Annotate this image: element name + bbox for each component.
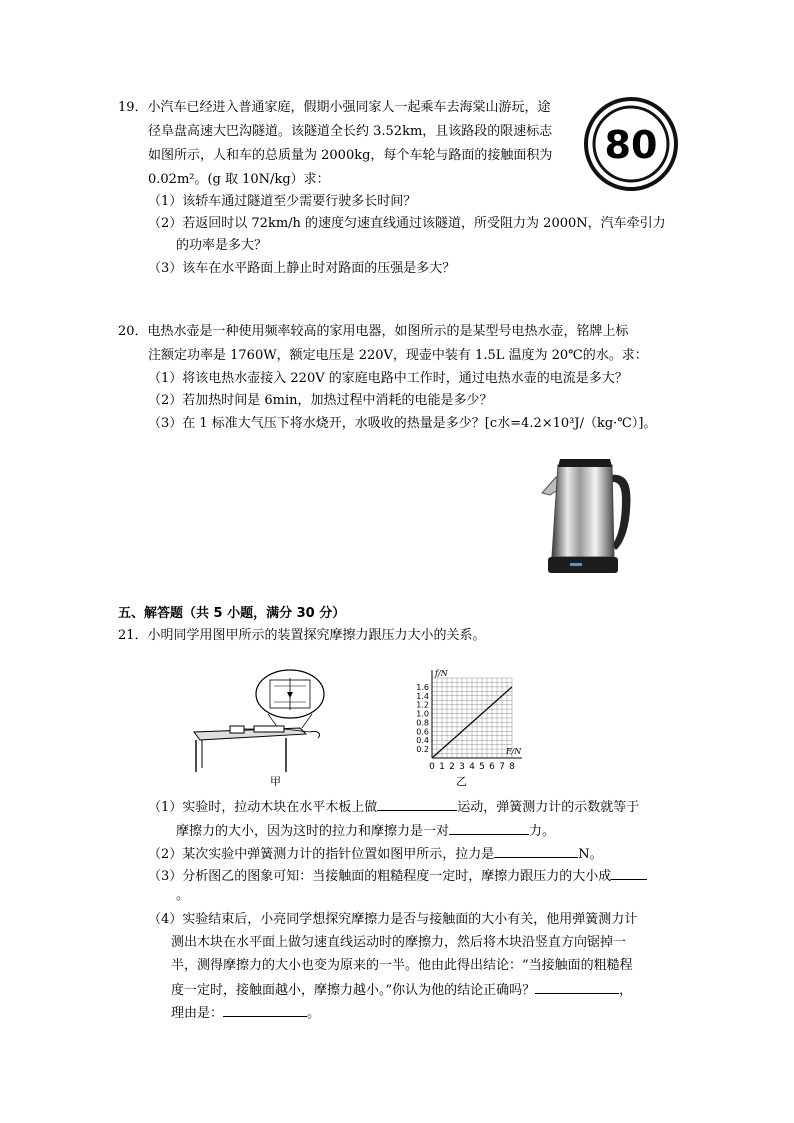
x-tick-label: 0 (429, 762, 435, 772)
answer-blank-6[interactable] (223, 1002, 307, 1017)
x-tick-label: 5 (479, 762, 485, 772)
q21-part4-line1: （4）实验结束后，小亮同学想探究摩擦力是否与接触面的大小有关，他用弹簧测力计 (148, 912, 638, 927)
q21-part2-text-a: （2）某次实验中弹簧测力计的指针位置如图甲所示，拉力是 (148, 847, 495, 862)
speed-limit-sign (583, 96, 679, 192)
y-tick-label: 0.6 (416, 727, 429, 737)
q21-part4-line5 (171, 1002, 320, 1024)
q20-line-3: （1）将该电热水壶接入 220V 的家庭电路中工作时，通过电热水壶的电流是多大？ (148, 371, 628, 386)
x-tick-label: 8 (509, 762, 515, 772)
x-tick-label: 7 (499, 762, 505, 772)
q19-line-1: 19．小汽车已经进入普通家庭，假期小强同家人一起乘车去海棠山游玩，途 (118, 100, 551, 115)
q20-line-5: （3）在 1 标准大气压下将水烧开，水吸收的热量是多少？[c水=4.2×10³J/（kg·℃）]。 (148, 416, 657, 431)
speed-limit-value: 80 (604, 123, 658, 167)
y-tick-label: 0.4 (416, 736, 429, 746)
x-axis-label: F/N (506, 747, 522, 756)
q21-part2-text-b: N。 (578, 847, 603, 862)
q20-line-4: （2）若加热时间是 6min，加热过程中消耗的电能是多少？ (148, 393, 493, 408)
q19-line-5: （1）该轿车通过隧道至少需要行驶多长时间？ (148, 194, 417, 209)
q21-part1-text-d: 力。 (529, 824, 556, 839)
q21-part2 (148, 843, 603, 865)
x-tick-label: 2 (449, 762, 455, 772)
q21-part4-text-g: 。 (307, 1006, 321, 1021)
section-heading: 五、解答题（共 5 小题，满分 30 分） (118, 606, 346, 621)
answer-blank-3[interactable] (494, 843, 578, 858)
q19-line-4: 0.02m²。(g 取 10N/kg）求： (148, 172, 330, 187)
x-tick-label: 3 (459, 762, 465, 772)
answer-blank-5[interactable] (535, 979, 619, 994)
q21-part1-line1 (148, 796, 639, 818)
q21-part1-line2 (176, 820, 555, 842)
q21-part3-line1 (148, 865, 647, 887)
q19-line-3: 如图所示，人和车的总质量为 2000kg，每个车轮与路面的接触面积为 (148, 148, 553, 163)
q21-part4-line4 (171, 979, 632, 1001)
q21-part3-line2: 。 (176, 888, 190, 903)
x-tick-label: 1 (439, 762, 445, 772)
y-tick-label: 1.6 (416, 682, 429, 692)
q20-line-2: 注额定功率是 1760W，额定电压是 220V，现壶中装有 1.5L 温度为 20℃的水。求： (148, 348, 648, 363)
q19-line-6: （2）若返回时以 72km/h 的速度匀速直线通过该隧道，所受阻力为 2000N，汽车牵引力 (148, 216, 666, 231)
y-tick-label: 0.2 (416, 745, 429, 755)
q21-part3-text-a: （3）分析图乙的图象可知：当接触面的粗糙程度一定时，摩擦力跟压力的大小成 (148, 869, 612, 884)
kettle-image (540, 455, 636, 580)
q19-line-2: 径阜盘高速大巴沟隧道。该隧道全长约 3.52km，且该路段的限速标志 (148, 124, 553, 139)
q21-part1-text-a: （1）实验时，拉动木块在水平木板上做 (148, 800, 378, 815)
q21-part4-line2: 测出木块在水平面上做匀速直线运动时的摩擦力，然后将木块沿竖直方向锯掉一 (171, 935, 627, 950)
answer-blank-1[interactable] (377, 796, 457, 811)
apparatus-figure (190, 668, 340, 776)
q21-part1-text-b: 运动，弹簧测力计的示数就等于 (457, 800, 640, 815)
q21-part4-line3: 半，测得摩擦力的大小也变为原来的一半。他由此得出结论：“当接触面的粗糙程 (171, 958, 633, 973)
q21-intro: 21．小明同学用图甲所示的装置探究摩擦力跟压力大小的关系。 (118, 628, 486, 643)
figure-b-caption: 乙 (456, 775, 467, 788)
y-axis-label: f/N (435, 669, 448, 678)
x-tick-label: 4 (469, 762, 475, 772)
y-tick-label: 1.4 (416, 691, 429, 701)
q19-line-8: （3）该车在水平路面上静止时对路面的压强是多大？ (148, 261, 456, 276)
q21-part4-text-e: ， (619, 983, 633, 998)
y-tick-label: 1.2 (416, 700, 429, 710)
x-tick-label: 6 (489, 762, 495, 772)
y-tick-label: 0.8 (416, 718, 429, 728)
q21-part1-text-c: 摩擦力的大小，因为这时的拉力和摩擦力是一对 (176, 824, 450, 839)
q21-part4-text-d: 度一定时，接触面越小，摩擦力越小。”你认为他的结论正确吗？ (171, 983, 536, 998)
answer-blank-4[interactable] (611, 865, 647, 880)
answer-blank-2[interactable] (449, 820, 529, 835)
q21-part4-text-f: 理由是： (171, 1006, 224, 1021)
q20-line-1: 20．电热水壶是一种使用频率较高的家用电器，如图所示的是某型号电热水壶，铭牌上标 (118, 324, 629, 339)
y-tick-label: 1.0 (416, 709, 429, 719)
figure-a-caption: 甲 (270, 775, 281, 788)
q19-line-7: 的功率是多大？ (176, 238, 268, 253)
friction-graph (400, 666, 530, 778)
